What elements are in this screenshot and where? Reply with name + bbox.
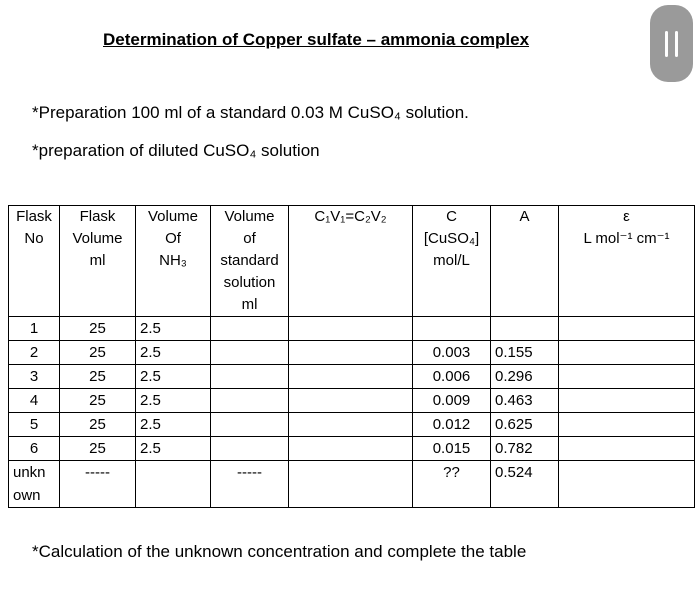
cell-concentration bbox=[413, 317, 491, 341]
header-absorbance: A bbox=[491, 206, 559, 317]
cell-dilution bbox=[289, 341, 413, 365]
cell-volume: 25 bbox=[60, 365, 136, 389]
cell-volume: 25 bbox=[60, 389, 136, 413]
cell-no: 1 bbox=[9, 317, 60, 341]
cell-no: 6 bbox=[9, 437, 60, 461]
cell-epsilon bbox=[559, 365, 695, 389]
cell-absorbance: 0.155 bbox=[491, 341, 559, 365]
cell-standard bbox=[211, 317, 289, 341]
header-volume-standard: Volume of standard solution ml bbox=[211, 206, 289, 317]
header-dilution-formula: C₁V₁=C₂V₂ bbox=[289, 206, 413, 317]
header-epsilon: ε L mol⁻¹ cm⁻¹ bbox=[559, 206, 695, 317]
cell-concentration: 0.003 bbox=[413, 341, 491, 365]
header-concentration: C [CuSO₄] mol/L bbox=[413, 206, 491, 317]
cell-no: 4 bbox=[9, 389, 60, 413]
cell-dilution bbox=[289, 437, 413, 461]
cell-dilution bbox=[289, 365, 413, 389]
handle-bar-icon bbox=[665, 31, 668, 57]
header-flask-volume: Flask Volume ml bbox=[60, 206, 136, 317]
cell-dilution bbox=[289, 389, 413, 413]
header-volume-nh3: Volume Of NH₃ bbox=[136, 206, 211, 317]
cell-nh3: 2.5 bbox=[136, 341, 211, 365]
cell-epsilon bbox=[559, 317, 695, 341]
cell-volume: 25 bbox=[60, 317, 136, 341]
table-header-row bbox=[9, 206, 695, 317]
table-row bbox=[9, 317, 695, 341]
cell-epsilon bbox=[559, 413, 695, 437]
cell-absorbance: 0.296 bbox=[491, 365, 559, 389]
cell-no-unknown: unkn own bbox=[9, 461, 60, 508]
cell-standard bbox=[211, 389, 289, 413]
cell-nh3: 2.5 bbox=[136, 413, 211, 437]
cell-no: 2 bbox=[9, 341, 60, 365]
cell-concentration: 0.012 bbox=[413, 413, 491, 437]
cell-volume-unknown: ----- bbox=[60, 461, 136, 508]
cell-absorbance-unknown: 0.524 bbox=[491, 461, 559, 508]
preparation-diluted-line: *preparation of diluted CuSO₄ solution bbox=[32, 141, 320, 160]
cell-nh3: 2.5 bbox=[136, 389, 211, 413]
cell-dilution bbox=[289, 413, 413, 437]
cell-standard bbox=[211, 437, 289, 461]
cell-no: 5 bbox=[9, 413, 60, 437]
cell-concentration: 0.009 bbox=[413, 389, 491, 413]
cell-absorbance: 0.463 bbox=[491, 389, 559, 413]
cell-concentration: 0.015 bbox=[413, 437, 491, 461]
page-title: Determination of Copper sulfate – ammonia complex bbox=[103, 30, 530, 49]
cell-volume: 25 bbox=[60, 437, 136, 461]
cell-volume: 25 bbox=[60, 413, 136, 437]
table-row bbox=[9, 437, 695, 461]
table-row bbox=[9, 341, 695, 365]
header-flask-no: Flask No bbox=[9, 206, 60, 317]
cell-nh3: 2.5 bbox=[136, 437, 211, 461]
cell-epsilon-unknown bbox=[559, 461, 695, 508]
cell-standard-unknown: ----- bbox=[211, 461, 289, 508]
data-table bbox=[8, 205, 695, 508]
cell-standard bbox=[211, 365, 289, 389]
footer-instruction: *Calculation of the unknown concentration and complete the table bbox=[32, 542, 527, 561]
cell-absorbance: 0.625 bbox=[491, 413, 559, 437]
cell-dilution bbox=[289, 317, 413, 341]
table-row bbox=[9, 365, 695, 389]
cell-absorbance: 0.782 bbox=[491, 437, 559, 461]
table-row bbox=[9, 389, 695, 413]
cell-volume: 25 bbox=[60, 341, 136, 365]
cell-standard bbox=[211, 413, 289, 437]
cell-concentration-unknown: ?? bbox=[413, 461, 491, 508]
cell-nh3-unknown bbox=[136, 461, 211, 508]
cell-nh3: 2.5 bbox=[136, 365, 211, 389]
cell-concentration: 0.006 bbox=[413, 365, 491, 389]
scroll-handle[interactable] bbox=[650, 5, 693, 82]
cell-nh3: 2.5 bbox=[136, 317, 211, 341]
cell-absorbance bbox=[491, 317, 559, 341]
cell-dilution-unknown bbox=[289, 461, 413, 508]
cell-epsilon bbox=[559, 437, 695, 461]
table-row-unknown bbox=[9, 461, 695, 508]
cell-epsilon bbox=[559, 389, 695, 413]
handle-bar-icon bbox=[675, 31, 678, 57]
preparation-standard-line: *Preparation 100 ml of a standard 0.03 M CuSO₄ solution. bbox=[32, 103, 469, 122]
cell-epsilon bbox=[559, 341, 695, 365]
cell-standard bbox=[211, 341, 289, 365]
table-row bbox=[9, 413, 695, 437]
cell-no: 3 bbox=[9, 365, 60, 389]
